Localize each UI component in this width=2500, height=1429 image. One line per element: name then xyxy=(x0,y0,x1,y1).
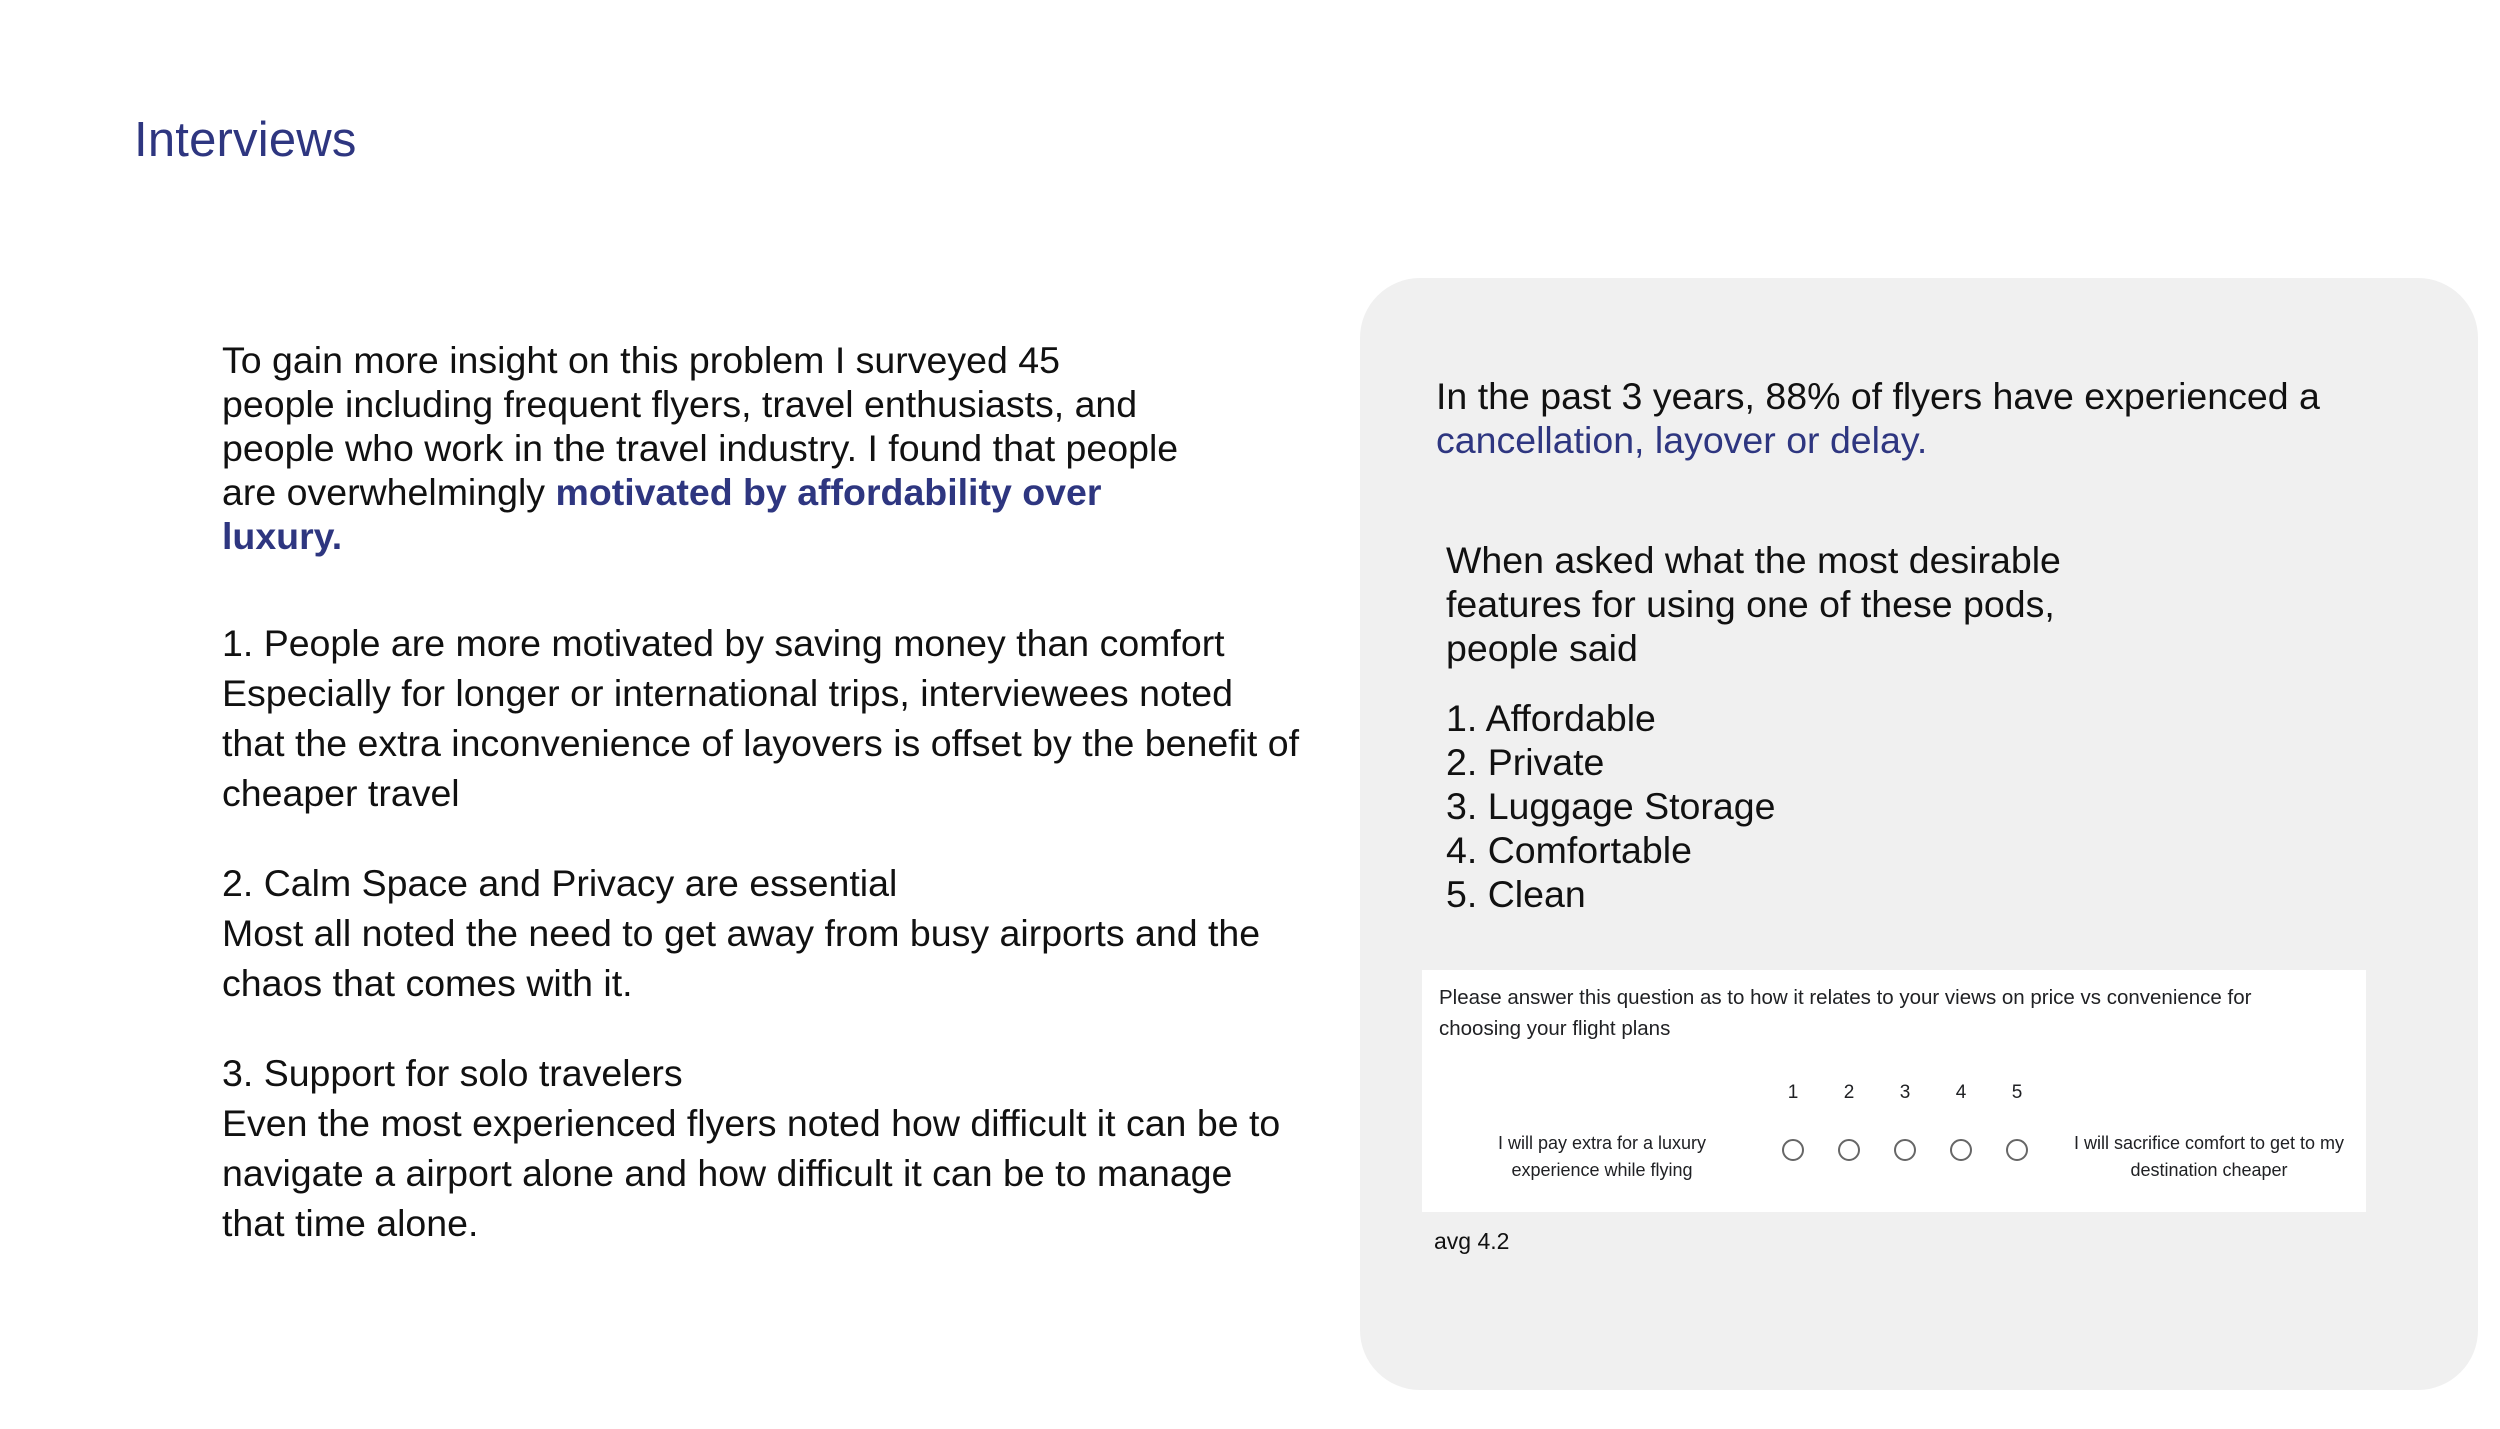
scale-right-label: I will sacrifice comfort to get to my destination cheaper xyxy=(2073,1133,2345,1180)
intro-paragraph xyxy=(222,338,1182,558)
intro-text: To gain more insight on this problem I surveyed 45 people including frequent flyers, travel enthusiasts, and people who work in the travel industry. I found that people are overwhelmingly xyxy=(222,339,1179,513)
scale-label-5: 5 xyxy=(2011,1082,2023,1103)
scale-radio-3[interactable] xyxy=(1894,1139,1916,1161)
page-title: Interviews xyxy=(134,113,357,167)
finding-text: Most all noted the need to get away from busy airports and the chaos that comes with it. xyxy=(222,912,1261,1004)
finding-text: Even the most experienced flyers noted how difficult it can be to navigate a airport alone and how difficult it can be to manage that time alone. xyxy=(222,1102,1281,1244)
scale-radio-2[interactable] xyxy=(1838,1139,1860,1161)
intro-highlight: motivated by affordability over luxury. xyxy=(222,471,1102,557)
survey-question: Please answer this question as to how it relates to your views on price vs convenience for choosing your flight plans xyxy=(1439,986,2252,1040)
list-item: 5. Clean xyxy=(1446,873,1586,915)
survey-question-card xyxy=(1422,970,2366,1212)
features-list xyxy=(1446,696,1775,916)
finding-title: 3. Support for solo travelers xyxy=(222,1052,683,1094)
scale-label-2: 2 xyxy=(1843,1082,1855,1103)
interview-summary xyxy=(222,338,1302,1288)
average-score: avg 4.2 xyxy=(1434,1228,1510,1254)
list-item: 4. Comfortable xyxy=(1446,829,1692,871)
scale-label-1: 1 xyxy=(1787,1082,1799,1103)
scale-radio-4[interactable] xyxy=(1950,1139,1972,1161)
finding-title: 1. People are more motivated by saving money than comfort xyxy=(222,622,1225,664)
delay-stat xyxy=(1436,374,2436,462)
desirable-features-intro: When asked what the most desirable features for using one of these pods, people said xyxy=(1446,539,2061,669)
list-item: 3. Luggage Storage xyxy=(1446,785,1776,827)
scale-label-4: 4 xyxy=(1955,1082,1967,1103)
finding-1 xyxy=(222,618,1302,818)
stat-highlight: cancellation, layover or delay. xyxy=(1436,419,1928,461)
finding-title: 2. Calm Space and Privacy are essential xyxy=(222,862,898,904)
list-item: 2. Private xyxy=(1446,741,1605,783)
scale-label-3: 3 xyxy=(1899,1082,1911,1103)
finding-3 xyxy=(222,1048,1302,1248)
finding-2 xyxy=(222,858,1302,1008)
finding-text: Especially for longer or international trips, interviewees noted that the extra inconvenience of layovers is offset by the benefit of cheaper travel xyxy=(222,672,1300,814)
stats-panel xyxy=(1360,278,2478,1390)
list-item: 1. Affordable xyxy=(1446,697,1656,739)
scale-radio-1[interactable] xyxy=(1782,1139,1804,1161)
scale-left-label: I will pay extra for a luxury experience while flying xyxy=(1497,1133,1707,1180)
scale-radio-5[interactable] xyxy=(2006,1139,2028,1161)
stat-text: In the past 3 years, 88% of flyers have experienced a xyxy=(1436,375,2320,417)
